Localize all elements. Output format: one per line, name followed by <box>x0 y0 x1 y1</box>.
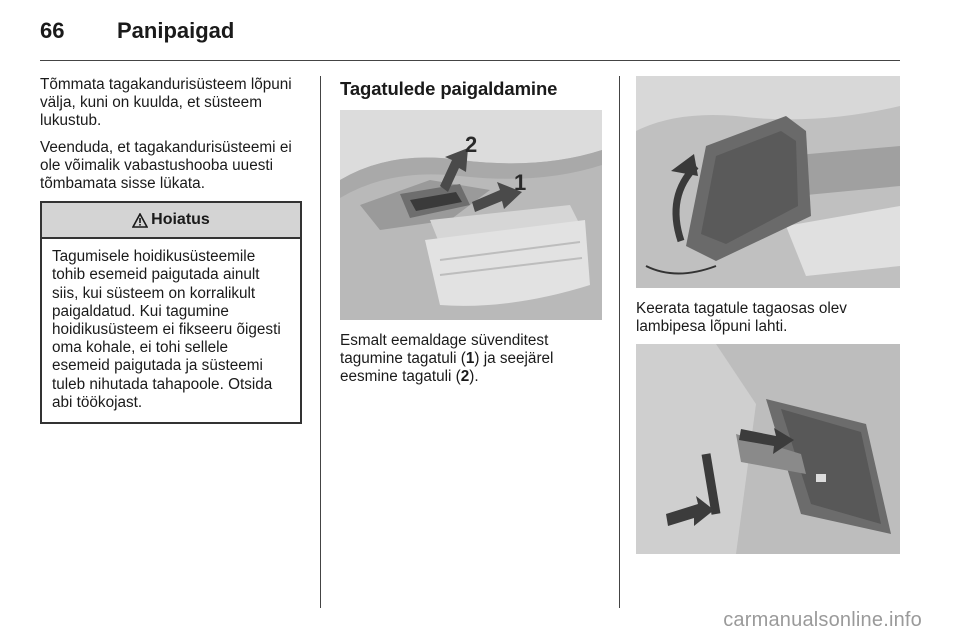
warning-text: Tagumisele hoidikusüsteemile tohib esemeid paigutada ainult siis, kui süsteem on korralikult paigaldatud. Kui tagumine hoidikusüsteem ei fikseeru õigesti oma kohale, ei tohi sellele esemeid paigutada ja süsteemi tuleb nihutada tahapoole. Otsida abi töökojast. <box>52 248 281 411</box>
column-divider-2 <box>619 76 620 608</box>
paragraph-extend-carrier: Tõmmata tagakandurisüsteem lõpuni välja, kuni on kuulda, et süsteem lukustub. <box>40 76 292 130</box>
column-divider-1 <box>320 76 321 608</box>
page-header <box>40 18 234 48</box>
warning-triangle-icon <box>132 213 148 228</box>
figure-lamp-socket-detail <box>636 344 900 554</box>
paragraph-verify-lock: Veenduda, et tagakandurisüsteemi ei ole võimalik vabastushooba uuesti tõmbamata sisse lükata. <box>40 138 292 193</box>
section-heading: Tagatulede paigaldamine <box>340 78 558 99</box>
figure-tail-light-removal <box>340 110 602 320</box>
watermark: carmanualsonline.info <box>723 609 922 631</box>
column-2 <box>340 76 602 395</box>
caption-remove-lights: Esmalt eemaldage süvenditest tagumine tagatuli (1) ja seejärel eesmine tagatuli (2). <box>340 332 554 386</box>
warning-header <box>42 203 300 239</box>
page-number: 66 <box>40 18 65 43</box>
header-rule <box>40 60 900 61</box>
column-3 <box>636 76 900 554</box>
figure-rotate-lamp-socket <box>636 76 900 288</box>
caption-unscrew-socket: Keerata tagatule tagaosas olev lambipesa lõpuni lahti. <box>636 300 847 336</box>
figure-label-1: 1 <box>514 170 527 195</box>
warning-title: Hoiatus <box>151 211 210 229</box>
column-1 <box>40 76 302 424</box>
warning-box <box>40 201 302 424</box>
figure-label-2: 2 <box>465 132 478 157</box>
section-title: Panipaigad <box>117 18 235 43</box>
